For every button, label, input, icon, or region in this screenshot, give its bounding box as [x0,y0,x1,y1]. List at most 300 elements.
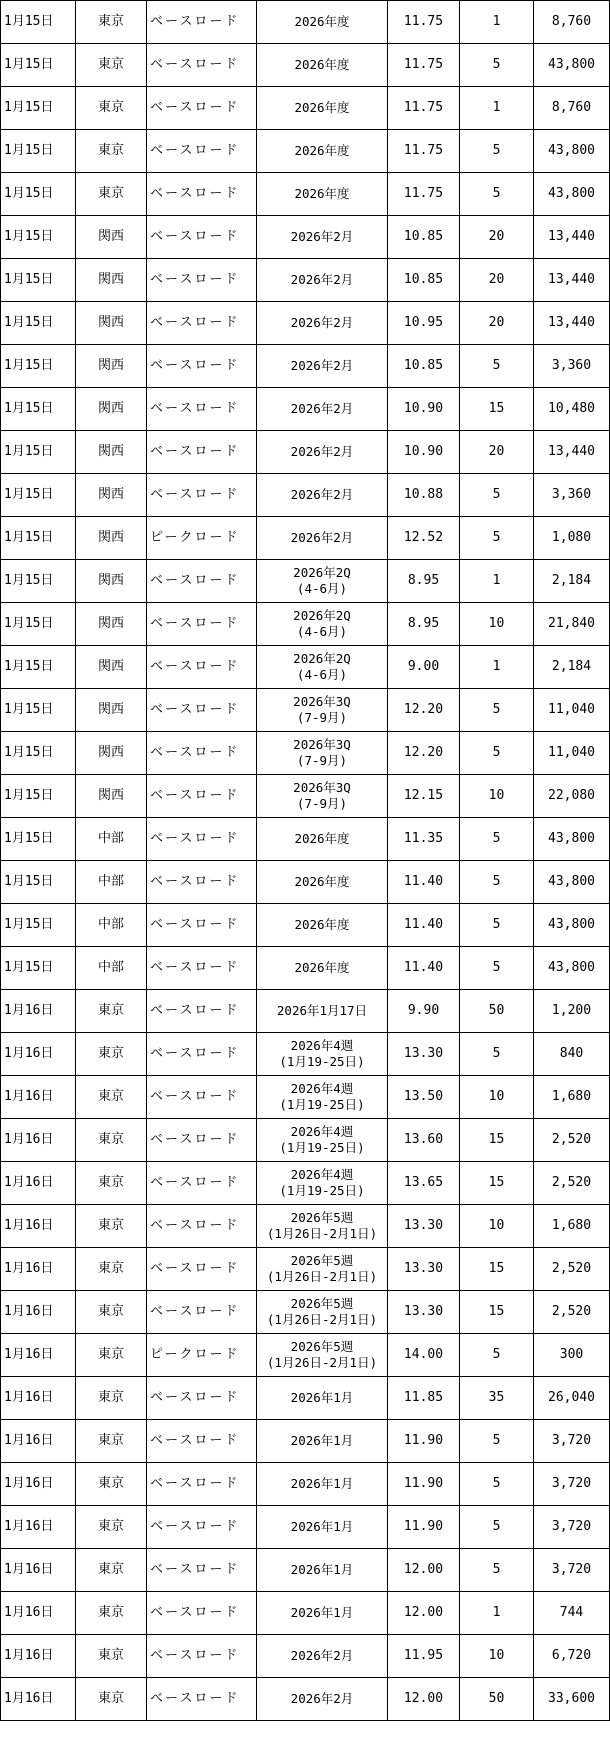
table-row [1,1678,610,1721]
lots-cell: 15 [460,388,534,431]
table-row [1,474,610,517]
table-row [1,1076,610,1119]
price-cell: 12.15 [388,775,460,818]
delivery-period-cell: 2026年2月 [257,1678,388,1721]
volume-cell: 43,800 [534,173,610,216]
price-cell: 10.85 [388,259,460,302]
price-cell: 11.90 [388,1463,460,1506]
price-cell: 13.60 [388,1119,460,1162]
lots-cell: 10 [460,775,534,818]
trade-date-cell: 1月15日 [1,646,76,689]
delivery-period-cell: 2026年2Q (4-6月) [257,603,388,646]
table-row [1,560,610,603]
trade-date-cell: 1月16日 [1,1334,76,1377]
area-cell: 東京 [76,1506,147,1549]
area-cell: 関西 [76,388,147,431]
load-type-cell: ベースロード [147,1,257,44]
volume-cell: 3,720 [534,1506,610,1549]
area-cell: 関西 [76,646,147,689]
volume-cell: 43,800 [534,947,610,990]
area-cell: 東京 [76,1162,147,1205]
load-type-cell: ベースロード [147,1463,257,1506]
delivery-period-cell: 2026年2月 [257,1635,388,1678]
volume-cell: 10,480 [534,388,610,431]
trade-date-cell: 1月16日 [1,1463,76,1506]
delivery-period-cell: 2026年5週 (1月26日-2月1日) [257,1248,388,1291]
table-row [1,775,610,818]
lots-cell: 5 [460,1334,534,1377]
table-row [1,1033,610,1076]
table-row [1,990,610,1033]
trade-date-cell: 1月15日 [1,689,76,732]
volume-cell: 3,720 [534,1549,610,1592]
volume-cell: 6,720 [534,1635,610,1678]
delivery-period-cell: 2026年1月17日 [257,990,388,1033]
table-row [1,1162,610,1205]
table-row [1,216,610,259]
lots-cell: 5 [460,818,534,861]
lots-cell: 20 [460,431,534,474]
lots-cell: 20 [460,259,534,302]
table-row [1,732,610,775]
lots-cell: 5 [460,44,534,87]
table-row [1,1377,610,1420]
delivery-period-cell: 2026年2月 [257,517,388,560]
lots-cell: 5 [460,1033,534,1076]
table-row [1,1334,610,1377]
lots-cell: 10 [460,1635,534,1678]
volume-cell: 1,080 [534,517,610,560]
load-type-cell: ベースロード [147,689,257,732]
area-cell: 東京 [76,1,147,44]
lots-cell: 1 [460,646,534,689]
delivery-period-cell: 2026年2月 [257,216,388,259]
trade-date-cell: 1月15日 [1,345,76,388]
trade-date-cell: 1月16日 [1,1205,76,1248]
volume-cell: 43,800 [534,818,610,861]
volume-cell: 26,040 [534,1377,610,1420]
trade-date-cell: 1月16日 [1,1162,76,1205]
delivery-period-cell: 2026年4週 (1月19-25日) [257,1033,388,1076]
lots-cell: 5 [460,1549,534,1592]
table-row [1,818,610,861]
table-row [1,947,610,990]
price-cell: 10.95 [388,302,460,345]
load-type-cell: ベースロード [147,474,257,517]
load-type-cell: ベースロード [147,1205,257,1248]
price-cell: 13.30 [388,1205,460,1248]
table-row [1,689,610,732]
price-cell: 12.00 [388,1592,460,1635]
trade-date-cell: 1月16日 [1,1549,76,1592]
delivery-period-cell: 2026年度 [257,904,388,947]
area-cell: 東京 [76,1033,147,1076]
load-type-cell: ベースロード [147,173,257,216]
load-type-cell: ベースロード [147,345,257,388]
delivery-period-cell: 2026年2Q (4-6月) [257,646,388,689]
price-cell: 11.75 [388,1,460,44]
lots-cell: 5 [460,130,534,173]
area-cell: 東京 [76,1635,147,1678]
lots-cell: 5 [460,1420,534,1463]
price-cell: 14.00 [388,1334,460,1377]
price-cell: 11.75 [388,87,460,130]
table-row [1,1463,610,1506]
area-cell: 中部 [76,861,147,904]
delivery-period-cell: 2026年2月 [257,474,388,517]
price-cell: 13.65 [388,1162,460,1205]
volume-cell: 8,760 [534,1,610,44]
table-row [1,302,610,345]
area-cell: 関西 [76,689,147,732]
delivery-period-cell: 2026年5週 (1月26日-2月1日) [257,1205,388,1248]
table-row [1,646,610,689]
area-cell: 東京 [76,1334,147,1377]
table-row [1,517,610,560]
load-type-cell: ベースロード [147,1592,257,1635]
lots-cell: 1 [460,560,534,603]
lots-cell: 15 [460,1162,534,1205]
trade-date-cell: 1月15日 [1,87,76,130]
lots-cell: 20 [460,302,534,345]
trade-date-cell: 1月15日 [1,1,76,44]
area-cell: 東京 [76,1592,147,1635]
area-cell: 東京 [76,1205,147,1248]
table-row [1,1592,610,1635]
lots-cell: 5 [460,947,534,990]
load-type-cell: ベースロード [147,1678,257,1721]
table-row [1,259,610,302]
delivery-period-cell: 2026年5週 (1月26日-2月1日) [257,1334,388,1377]
lots-cell: 20 [460,216,534,259]
area-cell: 東京 [76,173,147,216]
price-cell: 13.30 [388,1291,460,1334]
lots-cell: 5 [460,517,534,560]
volume-cell: 2,520 [534,1119,610,1162]
lots-cell: 10 [460,603,534,646]
area-cell: 東京 [76,1377,147,1420]
delivery-period-cell: 2026年度 [257,44,388,87]
area-cell: 東京 [76,1291,147,1334]
trade-date-cell: 1月15日 [1,775,76,818]
load-type-cell: ピークロード [147,517,257,560]
delivery-period-cell: 2026年2月 [257,302,388,345]
load-type-cell: ベースロード [147,388,257,431]
lots-cell: 5 [460,173,534,216]
area-cell: 東京 [76,1076,147,1119]
volume-cell: 3,720 [534,1420,610,1463]
area-cell: 東京 [76,1119,147,1162]
price-cell: 11.85 [388,1377,460,1420]
volume-cell: 2,520 [534,1162,610,1205]
area-cell: 関西 [76,732,147,775]
delivery-period-cell: 2026年4週 (1月19-25日) [257,1162,388,1205]
load-type-cell: ベースロード [147,1377,257,1420]
price-cell: 10.90 [388,431,460,474]
table-row [1,345,610,388]
load-type-cell: ベースロード [147,904,257,947]
price-cell: 8.95 [388,560,460,603]
volume-cell: 2,520 [534,1291,610,1334]
load-type-cell: ピークロード [147,1334,257,1377]
price-cell: 12.52 [388,517,460,560]
load-type-cell: ベースロード [147,431,257,474]
delivery-period-cell: 2026年5週 (1月26日-2月1日) [257,1291,388,1334]
delivery-period-cell: 2026年2月 [257,388,388,431]
lots-cell: 5 [460,1506,534,1549]
area-cell: 関西 [76,345,147,388]
load-type-cell: ベースロード [147,130,257,173]
delivery-period-cell: 2026年2Q (4-6月) [257,560,388,603]
table-row [1,1291,610,1334]
delivery-period-cell: 2026年度 [257,947,388,990]
load-type-cell: ベースロード [147,775,257,818]
trade-date-cell: 1月16日 [1,1377,76,1420]
load-type-cell: ベースロード [147,87,257,130]
load-type-cell: ベースロード [147,732,257,775]
price-cell: 11.90 [388,1420,460,1463]
trade-date-cell: 1月15日 [1,216,76,259]
delivery-period-cell: 2026年度 [257,130,388,173]
price-cell: 13.30 [388,1033,460,1076]
load-type-cell: ベースロード [147,1119,257,1162]
area-cell: 中部 [76,947,147,990]
table-row [1,1119,610,1162]
lots-cell: 5 [460,689,534,732]
load-type-cell: ベースロード [147,1033,257,1076]
trade-date-cell: 1月15日 [1,173,76,216]
volume-cell: 11,040 [534,732,610,775]
price-cell: 11.75 [388,173,460,216]
price-cell: 8.95 [388,603,460,646]
volume-cell: 2,184 [534,560,610,603]
price-cell: 11.75 [388,130,460,173]
load-type-cell: ベースロード [147,216,257,259]
trade-date-cell: 1月15日 [1,517,76,560]
area-cell: 東京 [76,130,147,173]
volume-cell: 744 [534,1592,610,1635]
lots-cell: 15 [460,1248,534,1291]
area-cell: 関西 [76,259,147,302]
price-cell: 10.90 [388,388,460,431]
price-cell: 9.90 [388,990,460,1033]
price-cell: 10.85 [388,216,460,259]
lots-cell: 1 [460,87,534,130]
volume-cell: 3,360 [534,474,610,517]
delivery-period-cell: 2026年1月 [257,1506,388,1549]
area-cell: 関西 [76,431,147,474]
price-cell: 12.20 [388,689,460,732]
price-cell: 11.75 [388,44,460,87]
trade-date-cell: 1月15日 [1,947,76,990]
volume-cell: 11,040 [534,689,610,732]
table-row [1,1506,610,1549]
trade-date-cell: 1月16日 [1,1033,76,1076]
trade-date-cell: 1月16日 [1,990,76,1033]
trade-date-cell: 1月16日 [1,1420,76,1463]
load-type-cell: ベースロード [147,1420,257,1463]
delivery-period-cell: 2026年3Q (7-9月) [257,732,388,775]
area-cell: 東京 [76,1463,147,1506]
price-cell: 12.20 [388,732,460,775]
delivery-period-cell: 2026年3Q (7-9月) [257,689,388,732]
load-type-cell: ベースロード [147,1162,257,1205]
delivery-period-cell: 2026年2月 [257,259,388,302]
trade-date-cell: 1月16日 [1,1506,76,1549]
area-cell: 東京 [76,1678,147,1721]
price-cell: 11.40 [388,861,460,904]
delivery-period-cell: 2026年1月 [257,1463,388,1506]
delivery-period-cell: 2026年4週 (1月19-25日) [257,1119,388,1162]
load-type-cell: ベースロード [147,44,257,87]
lots-cell: 15 [460,1119,534,1162]
delivery-period-cell: 2026年度 [257,1,388,44]
trade-date-cell: 1月15日 [1,861,76,904]
volume-cell: 21,840 [534,603,610,646]
volume-cell: 43,800 [534,904,610,947]
lots-cell: 1 [460,1592,534,1635]
load-type-cell: ベースロード [147,302,257,345]
table-row [1,861,610,904]
area-cell: 関西 [76,603,147,646]
trade-date-cell: 1月15日 [1,474,76,517]
area-cell: 関西 [76,474,147,517]
area-cell: 関西 [76,560,147,603]
area-cell: 東京 [76,990,147,1033]
table-row [1,130,610,173]
load-type-cell: ベースロード [147,1248,257,1291]
volume-cell: 43,800 [534,130,610,173]
delivery-period-cell: 2026年1月 [257,1420,388,1463]
volume-cell: 2,520 [534,1248,610,1291]
delivery-period-cell: 2026年度 [257,861,388,904]
price-cell: 11.90 [388,1506,460,1549]
load-type-cell: ベースロード [147,646,257,689]
volume-cell: 8,760 [534,87,610,130]
table-row [1,1205,610,1248]
trade-date-cell: 1月15日 [1,302,76,345]
table-row [1,904,610,947]
volume-cell: 43,800 [534,44,610,87]
lots-cell: 5 [460,345,534,388]
delivery-period-cell: 2026年度 [257,818,388,861]
volume-cell: 22,080 [534,775,610,818]
table-row [1,1635,610,1678]
volume-cell: 3,720 [534,1463,610,1506]
trade-date-cell: 1月15日 [1,44,76,87]
volume-cell: 13,440 [534,216,610,259]
trade-date-cell: 1月16日 [1,1592,76,1635]
table-row [1,1,610,44]
area-cell: 関西 [76,775,147,818]
lots-cell: 50 [460,990,534,1033]
price-cell: 10.88 [388,474,460,517]
trade-date-cell: 1月16日 [1,1119,76,1162]
volume-cell: 43,800 [534,861,610,904]
table-row [1,44,610,87]
price-cell: 11.40 [388,947,460,990]
price-cell: 13.30 [388,1248,460,1291]
trade-date-cell: 1月15日 [1,560,76,603]
trade-date-cell: 1月15日 [1,818,76,861]
delivery-period-cell: 2026年4週 (1月19-25日) [257,1076,388,1119]
trade-date-cell: 1月16日 [1,1635,76,1678]
area-cell: 中部 [76,818,147,861]
lots-cell: 15 [460,1291,534,1334]
trade-date-cell: 1月15日 [1,388,76,431]
delivery-period-cell: 2026年度 [257,87,388,130]
lots-cell: 35 [460,1377,534,1420]
table-row [1,87,610,130]
load-type-cell: ベースロード [147,603,257,646]
price-cell: 11.95 [388,1635,460,1678]
volume-cell: 3,360 [534,345,610,388]
delivery-period-cell: 2026年2月 [257,431,388,474]
volume-cell: 13,440 [534,259,610,302]
trade-date-cell: 1月16日 [1,1291,76,1334]
delivery-period-cell: 2026年度 [257,173,388,216]
trade-date-cell: 1月15日 [1,130,76,173]
lots-cell: 5 [460,1463,534,1506]
volume-cell: 33,600 [534,1678,610,1721]
volume-cell: 13,440 [534,431,610,474]
trade-date-cell: 1月16日 [1,1076,76,1119]
trade-date-cell: 1月15日 [1,431,76,474]
price-cell: 9.00 [388,646,460,689]
load-type-cell: ベースロード [147,1549,257,1592]
lots-cell: 5 [460,732,534,775]
trade-date-cell: 1月16日 [1,1678,76,1721]
area-cell: 東京 [76,44,147,87]
trade-date-cell: 1月15日 [1,603,76,646]
area-cell: 関西 [76,216,147,259]
load-type-cell: ベースロード [147,1635,257,1678]
table-row [1,1420,610,1463]
trade-date-cell: 1月15日 [1,732,76,775]
area-cell: 関西 [76,517,147,560]
lots-cell: 10 [460,1076,534,1119]
lots-cell: 5 [460,904,534,947]
table-row [1,431,610,474]
load-type-cell: ベースロード [147,1076,257,1119]
delivery-period-cell: 2026年2月 [257,345,388,388]
delivery-period-cell: 2026年1月 [257,1592,388,1635]
price-cell: 10.85 [388,345,460,388]
lots-cell: 5 [460,474,534,517]
volume-cell: 300 [534,1334,610,1377]
delivery-period-cell: 2026年1月 [257,1377,388,1420]
area-cell: 東京 [76,87,147,130]
load-type-cell: ベースロード [147,1291,257,1334]
area-cell: 東京 [76,1549,147,1592]
price-cell: 12.00 [388,1549,460,1592]
volume-cell: 1,680 [534,1205,610,1248]
trade-date-cell: 1月15日 [1,259,76,302]
delivery-period-cell: 2026年1月 [257,1549,388,1592]
delivery-period-cell: 2026年3Q (7-9月) [257,775,388,818]
area-cell: 東京 [76,1420,147,1463]
load-type-cell: ベースロード [147,947,257,990]
volume-cell: 840 [534,1033,610,1076]
area-cell: 関西 [76,302,147,345]
lots-cell: 50 [460,1678,534,1721]
price-cell: 11.35 [388,818,460,861]
table-row [1,388,610,431]
load-type-cell: ベースロード [147,818,257,861]
load-type-cell: ベースロード [147,990,257,1033]
price-cell: 11.40 [388,904,460,947]
area-cell: 東京 [76,1248,147,1291]
